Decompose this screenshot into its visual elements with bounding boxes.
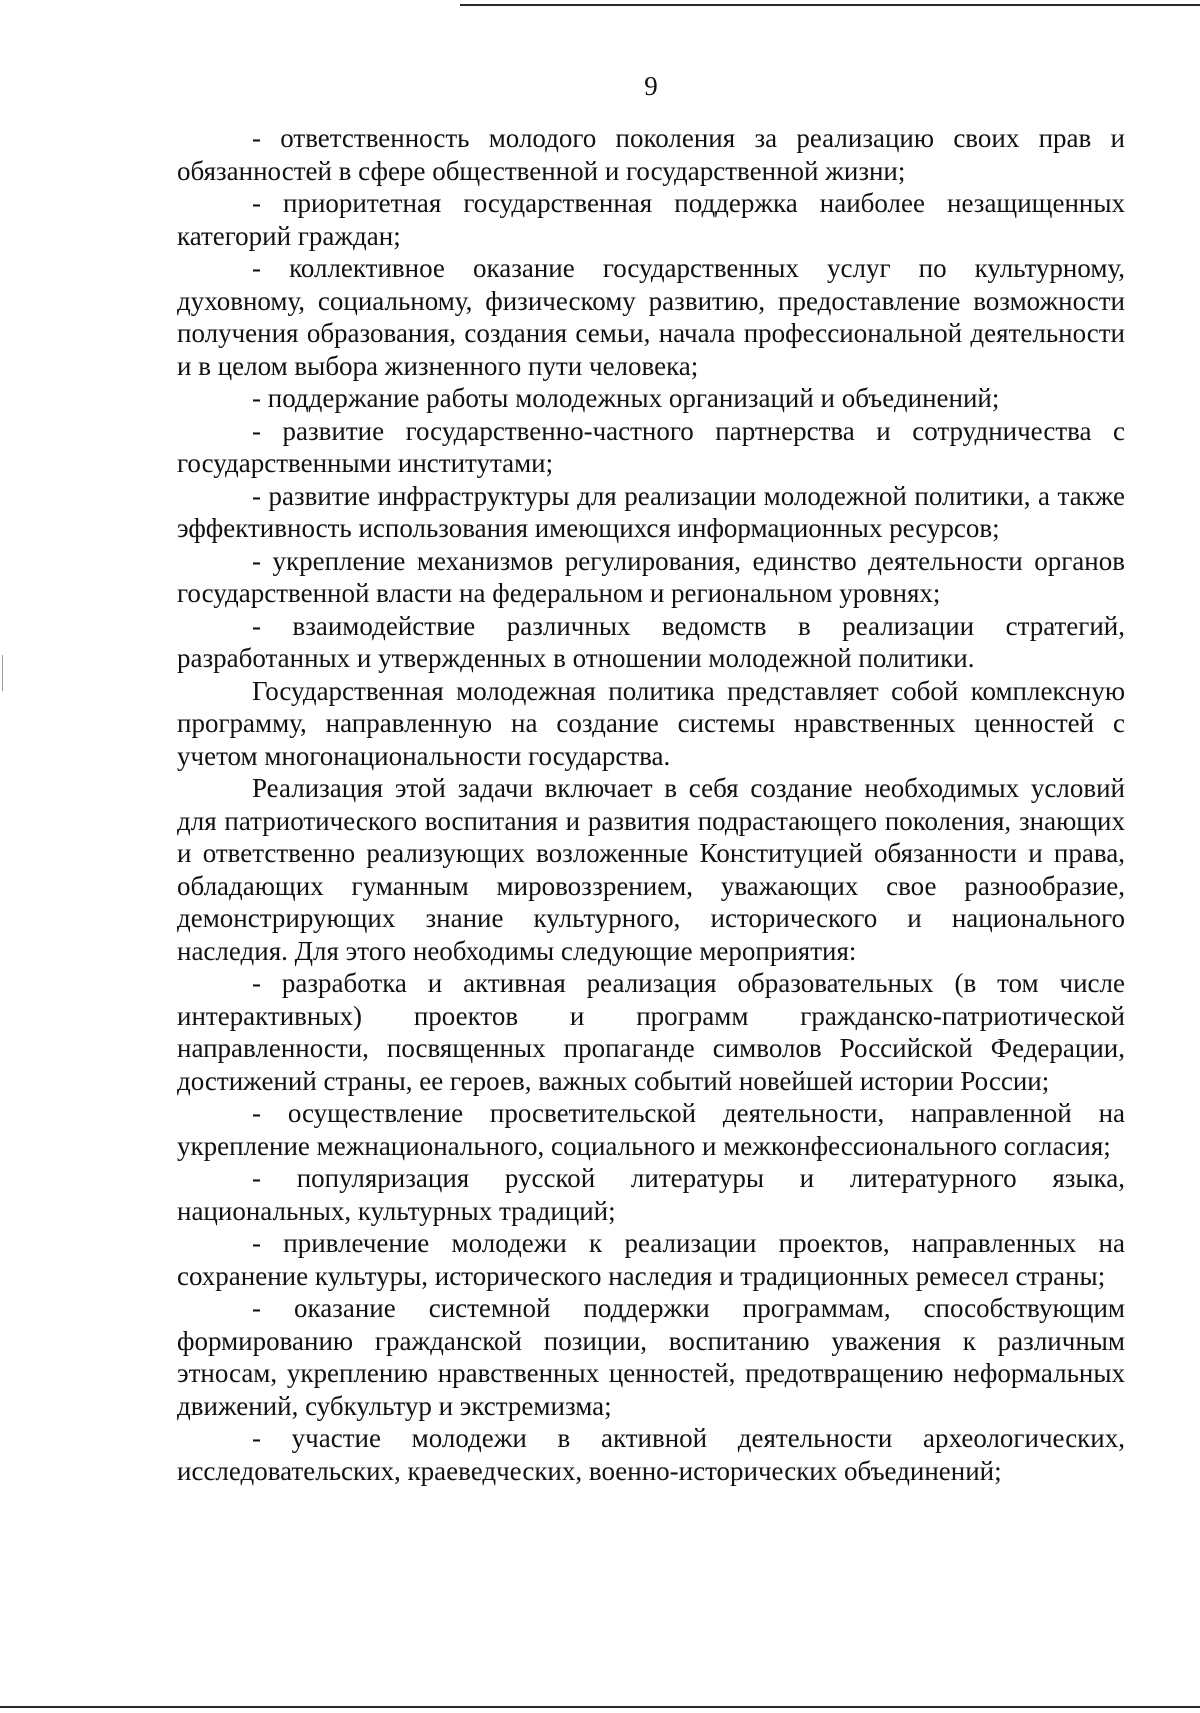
paragraph-educational-activity: - осуществление просветительской деятельности, направленной на укрепление межнационального, социального и межконфессионального согласия; xyxy=(177,1098,1125,1161)
paragraph-task-implementation: Реализация этой задачи включает в себя создание необходимых условий для патриотического воспитания и развития подрастающего поколения, знающих и ответственно реализующих возложенные Конституцией обязанности и права, обладающих гуманным мировоззрением, уважающих свое разнообразие, демонстрирующих знание культурного, исторического и национального наследия. Для этого необходимы следующие мероприятия: xyxy=(177,773,1125,966)
paragraph-youth-organizations: - поддержание работы молодежных организаций и объединений; xyxy=(252,383,1000,413)
paragraph-priority-support: - приоритетная государственная поддержка наиболее незащищенных категорий граждан; xyxy=(177,188,1125,251)
scan-top-edge-line xyxy=(460,4,1200,6)
paragraph-educational-projects: - разработка и активная реализация образовательных (в том числе интерактивных) проектов и программ гражданско-патриотической направленности, посвященных пропаганде символов Российской Федерации, достижений страны, ее героев, важных событий новейшей истории России; xyxy=(177,968,1125,1096)
paragraph-regulation-mechanisms: - укрепление механизмов регулирования, единство деятельности органов государственной власти на федеральном и региональном уровнях; xyxy=(177,545,1125,608)
paragraph-youth-involvement: - привлечение молодежи к реализации проектов, направленных на сохранение культуры, исторического наследия и традиционных ремесел страны; xyxy=(177,1228,1125,1291)
paragraph-youth-participation: - участие молодежи в активной деятельности археологических, исследовательских, краеведческих, военно-исторических объединений; xyxy=(177,1423,1125,1486)
document-page xyxy=(177,70,1125,1487)
paragraph-collective-services: - коллективное оказание государственных услуг по культурному, духовному, социальному, физическому развитию, предоставление возможности получения образования, создания семьи, начала профессиональной деятельности и в целом выбора жизненного пути человека; xyxy=(177,253,1125,381)
paragraph-agency-interaction: - взаимодействие различных ведомств в реализации стратегий, разработанных и утвержденных в отношении молодежной политики. xyxy=(177,610,1125,673)
scan-left-edge-mark xyxy=(2,655,3,691)
page-number: 9 xyxy=(644,71,658,101)
paragraph-responsibility: - ответственность молодого поколения за реализацию своих прав и обязанностей в сфере общественной и государственной жизни; xyxy=(177,123,1125,186)
paragraph-state-youth-policy: Государственная молодежная политика представляет собой комплексную программу, направленную на создание системы нравственных ценностей с учетом многонациональности государства. xyxy=(177,675,1125,771)
paragraph-literature-popularization: - популяризация русской литературы и литературного языка, национальных, культурных традиций; xyxy=(177,1163,1125,1226)
paragraph-public-private-partnership: - развитие государственно-частного партнерства и сотрудничества с государственными институтами; xyxy=(177,415,1125,478)
paragraph-infrastructure: - развитие инфраструктуры для реализации молодежной политики, а также эффективность использования имеющихся информационных ресурсов; xyxy=(177,480,1125,543)
scan-bottom-edge-line xyxy=(0,1706,1200,1708)
paragraph-system-support: - оказание системной поддержки программам, способствующим формированию гражданской позиции, воспитанию уважения к различным этносам, укреплению нравственных ценностей, предотвращению неформальных движений, субкультур и экстремизма; xyxy=(177,1293,1125,1421)
